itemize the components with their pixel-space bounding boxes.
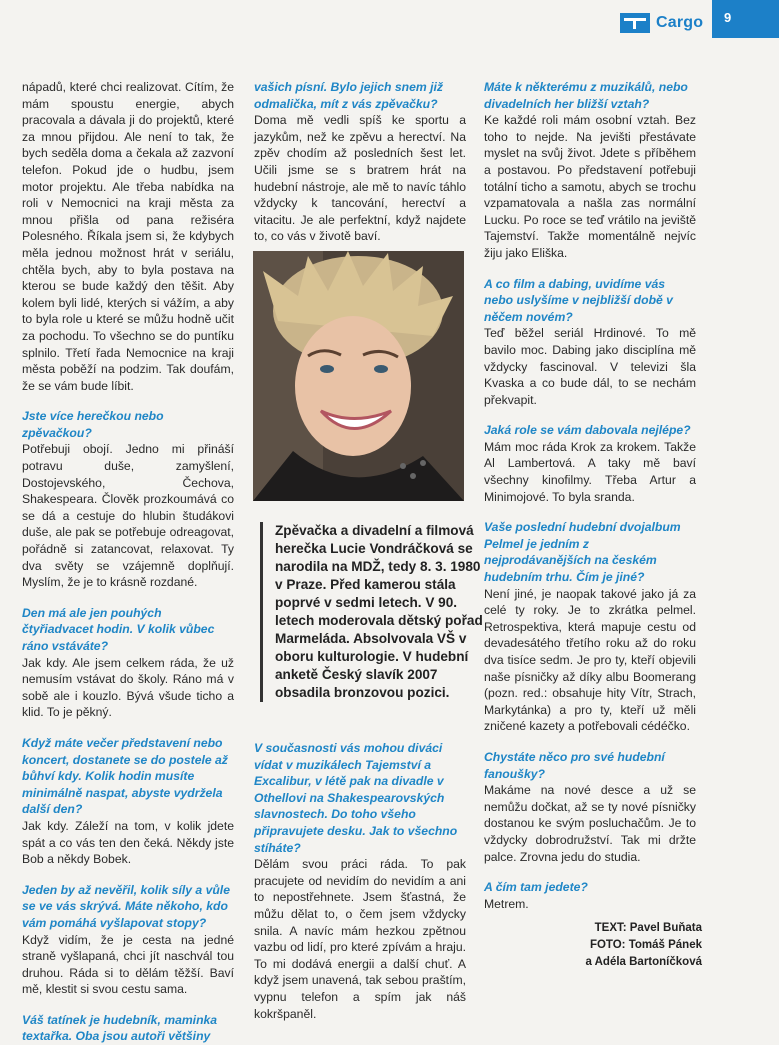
answer: Ke každé roli mám osobní vztah. Bez toho to nejde. Na jevišti přestávate myslet na svůj život. Jdete s příběhem a postavou. Po představení potřebuji totální ticho a samotu, abych se trochu vzpamatovala a našla zas normální Lucku. Po roce se teď vrátilo na jeviště Tajemství. Takže momentálně nejvíc žiju jako Eliška. (484, 113, 696, 260)
answer: Dělám svou práci ráda. To pak pracujete od nevidím do nevidím a ani to nepostřehnete. Jsem šťastná, že můžu dělat to, o čem jsem vždycky snila. A navíc mám hezkou zpětnou vazbu od lidí, pro které zpívám a hraju. To mi dodává energii a další chuť. A když jsem unavená, tak sebou praštím, vypnu telefon a spím jak náš kokršpaněl. (254, 857, 466, 1021)
credit-photo: FOTO: Tomáš Pánek (589, 939, 702, 951)
question: Vaše poslední hudební dvojalbum Pelmel je jedním z nejprodávanějších na českém hudebním trhu. Čím je jiné? (484, 520, 681, 585)
answer: Když vidím, že je cesta na jedné straně vyšlapaná, chci jít naschvál tou druhou. Ráda si to dělám těžší. Baví mě, klestit si svou cestu sama. (22, 932, 234, 997)
answer: Jak kdy. Záleží na tom, v kolik jdete spát a co vás ten den čeká. Někdy jste Bob a někdy Bobek. (22, 818, 234, 867)
question: Máte k některému z muzikálů, nebo divadelních her bližší vztah? (484, 80, 688, 111)
question: Když máte večer představení nebo koncert, dostanete se do postele až bůhví kdy. Kolik hodin musíte minimálně naspat, abyste vydržela další den? (22, 735, 228, 817)
portrait-photo (253, 251, 464, 501)
question: Den má ale jen pouhých čtyřiadvacet hodin. V kolik vůbec ráno vstáváte? (22, 605, 215, 653)
credit-text: TEXT: Pavel Buňata (594, 922, 702, 934)
answer: Doma mě vedli spíš ke sportu a jazykům, než ke zpěvu a herectví. Na zpěv chodím až posledních šest let. Učili jsme se s bratrem hrát na hudební nástroje, ale mě to navíc táhlo vždycky k tancování, herectví a vitacitu. Je ale perfektní, když najdete to, co vás v životě baví. (254, 113, 466, 244)
question: Jaká role se vám dabovala nejlépe? (484, 423, 691, 438)
column-1 (22, 79, 234, 1045)
question: vašich písní. Bylo jejich snem již odmalička, mít z vás zpěvačku? (254, 80, 443, 111)
credits (562, 920, 702, 971)
answer: Není jiné, je naopak takové jako já za celé ty roky. Je to zkrátka pelmel. Retrospektiva, která mapuje cestu od devadesátého třetího roku až do roku dva tisíce sedm. Je pro ty, kteří objevili naše písničky až díky albu Boomerang (pozn. red.: obsahuje hity Vítr, Strach, Markytánka) a pro ty, kteří už měli zničené kazety a potřebovali cédéčko. (484, 586, 696, 734)
answer: Potřebuji obojí. Jedno mi přináší potravu duše, zamyšlení, Dostojevského, Čechova, Shakespeara. Člověk prozkoumává co se dá a cestuje do hlubin študákovi duše, ale pak se potřebuje odreagovat, pořádně si zatancovat, relaxovat. Ty dva světy se vzájemně doplňují. Myslím, že je to krásně rozdané. (22, 442, 234, 590)
portrait-illustration (253, 251, 464, 501)
question: A co film a dabing, uvidíme vás nebo uslyšíme v nejbližší době v něčem novém? (484, 276, 673, 324)
brand-name: Cargo (656, 14, 704, 31)
answer: Teď běžel seriál Hrdinové. To mě bavilo moc. Dabing jako disciplína mě vždycky fascinoval. V televizi šla Kvaska a co bude dál, to se nechám překvapit. (484, 326, 696, 407)
answer: Mám moc ráda Krok za krokem. Takže Al Lambertová. A taky mě baví všechny kinofilmy. Třeba Artur a Minimojové. To byla sranda. (484, 439, 696, 504)
column-3 (484, 79, 696, 926)
question: Váš tatínek je hudebník, maminka textařka. Oba jsou autoři většiny (22, 1012, 218, 1044)
question: A čím tam jedete? (484, 880, 588, 895)
column-2-top (254, 79, 466, 259)
answer: Jak kdy. Ale jsem celkem ráda, že už nemusím vstávat do školy. Ráno má v sobě ale i kouzlo. Bývá všude ticho a klid. To je pěkný. (22, 655, 234, 720)
question: Jeden by až nevěřil, kolik síly a vůle se ve vás skrývá. Máte někoho, kdo vám pomáhá vyšlapovat stopy? (22, 882, 230, 930)
credit-photo-2: a Adéla Bartoníčková (585, 956, 702, 968)
answer: Metrem. (484, 896, 529, 911)
answer: Makáme na nové desce a už se nemůžu dočkat, až se ty nové písničky dostanou ke svým posluchačům. Je to vždycky dobrodružství. Tak mi držte palce. Zrovna jedu do studia. (484, 783, 696, 864)
question: V současnosti vás mohou diváci vídat v muzikálech Tajemství a Excalibur, v létě pak na divadle v Othellovi na Shakespearovských slavnostech. Do toho všeho připravujete desku. Jak to všechno stíháte? (254, 741, 458, 855)
question: Jste více herečkou nebo zpěvačkou? (22, 409, 164, 440)
paragraph: nápadů, které chci realizovat. Cítím, že mám spoustu energie, abych pracovala a dávala ji do projektů, které za mnou přijdou. Ale není to tak, že bych seděla doma a čekala až zazvoní telefon. Pokud jde o hudbu, jsem motor projektu. Ale třeba nabídka na roli v Nemocnici na kraji města za mnou přišla od pana režiséra Polesného. Říkala jsem si, že kdybych měla jednou možnost hrát v seriálu, chtěla bych, aby to byla postava na kterou se bude každý den těšit. Aby kolem byli lidé, kterých si vážím, a aby to byla role u které se můžu hodně učit za pochodu. To všechno se do puntíku splnilo. Třetí řada Nemocnice na kraji města poběží na podzim. Tak doufám, že se vám bude líbit. (22, 80, 234, 393)
cargo-logo (620, 12, 703, 34)
question: Chystáte něco pro své hudební fanoušky? (484, 749, 665, 781)
page-number: 9 (712, 0, 779, 38)
bio-box: Zpěvačka a divadelní a filmová herečka Lucie Vondráčková se narodila na MDŽ, tedy 8. 3. 1980 v Praze. Před kamerou stála poprvé v sedmi letech. V 90. letech moderovala dětský pořad Marmeláda. Absolvovala VŠ v oboru kulturologie. V hudební anketě Český slavík 2007 obsadila bronzovou pozici. (260, 522, 485, 702)
cd-logo-icon (620, 13, 650, 33)
column-2-bottom (254, 740, 466, 1036)
